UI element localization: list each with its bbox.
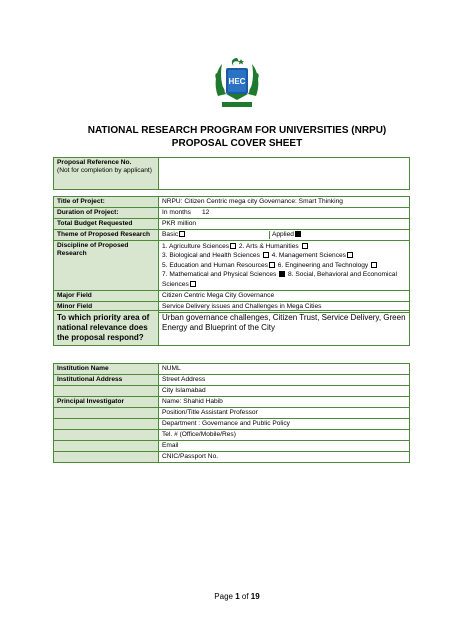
pi-spacer xyxy=(54,430,159,441)
discipline-label: Discipline of Proposed Research xyxy=(54,241,159,291)
agri-checkbox[interactable] xyxy=(230,243,236,249)
pi-label: Principal Investigator xyxy=(54,397,159,408)
pi-spacer xyxy=(54,452,159,463)
page-title: NATIONAL RESEARCH PROGRAM FOR UNIVERSITIES (NRPU) xyxy=(87,125,387,136)
project-table xyxy=(53,196,410,313)
arts-checkbox[interactable] xyxy=(302,243,308,249)
title-value[interactable]: NRPU: Citizen Centric mega city Governance: Smart Thinking xyxy=(159,197,410,208)
math-checkbox[interactable] xyxy=(279,271,285,277)
pi-cnic-value[interactable]: CNIC/Passport No. xyxy=(159,452,410,463)
theme-options: Basic Applied xyxy=(159,230,410,241)
major-field-value[interactable]: Citizen Centric Mega City Governance xyxy=(159,291,410,302)
pi-department-value[interactable]: Department : Governance and Public Policy xyxy=(159,419,410,430)
priority-label: To which priority area of national relevance does the proposal respond? xyxy=(54,311,159,346)
address-spacer xyxy=(54,386,159,397)
duration-label: Duration of Project: xyxy=(54,208,159,219)
institution-name-value[interactable]: NUML xyxy=(159,364,410,375)
pi-name-value[interactable]: Name: Shahid Habib xyxy=(159,397,410,408)
duration-value[interactable]: In months 12 xyxy=(159,208,410,219)
pi-spacer xyxy=(54,419,159,430)
major-field-label: Major Field xyxy=(54,291,159,302)
reference-value-field[interactable] xyxy=(159,158,410,190)
mgmt-checkbox[interactable] xyxy=(347,252,353,258)
street-address-value[interactable]: Street Address xyxy=(159,375,410,386)
pi-spacer xyxy=(54,441,159,452)
page-number: Page 1 of 19 xyxy=(214,592,260,601)
basic-checkbox[interactable] xyxy=(179,231,185,237)
minor-field-label: Minor Field xyxy=(54,302,159,313)
eng-checkbox[interactable] xyxy=(371,262,377,268)
hec-logo xyxy=(212,56,262,112)
bio-checkbox[interactable] xyxy=(263,252,269,258)
title-label: Title of Project: xyxy=(54,197,159,208)
discipline-options: 1. Agriculture Sciences 2. Arts & Humanities 3. Biological and Health Sciences 4. Management Sciences 5. Education and Human Resources 6. Engineering and Technology 7. Mathematical and Physical Sciences 8. Social, Behavioral and Economical Sciences xyxy=(159,241,410,291)
institution-name-label: Institution Name xyxy=(54,364,159,375)
priority-value[interactable]: Urban governance challenges, Citizen Trust, Service Delivery, Green Energy and Blueprint of the City xyxy=(159,311,410,346)
applied-checkbox[interactable] xyxy=(295,231,301,237)
pi-position-value[interactable]: Position/Title Assistant Professor xyxy=(159,408,410,419)
page-subtitle: PROPOSAL COVER SHEET xyxy=(171,138,303,149)
social-checkbox[interactable] xyxy=(190,281,196,287)
reference-table xyxy=(53,157,410,190)
pi-email-value[interactable]: Email xyxy=(159,441,410,452)
institution-table xyxy=(53,363,410,463)
pi-tel-value[interactable]: Tel. # (Office/Mobile/Res) xyxy=(159,430,410,441)
budget-label: Total Budget Requested xyxy=(54,219,159,230)
logo-text: HEC xyxy=(228,77,246,86)
reference-label: Proposal Reference No. (Not for completion by applicant) xyxy=(54,158,159,190)
priority-table xyxy=(53,310,410,346)
institution-address-label: Institutional Address xyxy=(54,375,159,386)
edu-checkbox[interactable] xyxy=(269,262,275,268)
minor-field-value[interactable]: Service Delivery issues and Challenges in Mega Cities xyxy=(159,302,410,313)
pi-spacer xyxy=(54,408,159,419)
budget-value[interactable]: PKR million xyxy=(159,219,410,230)
theme-label: Theme of Proposed Research xyxy=(54,230,159,241)
city-value[interactable]: City Islamabad xyxy=(159,386,410,397)
